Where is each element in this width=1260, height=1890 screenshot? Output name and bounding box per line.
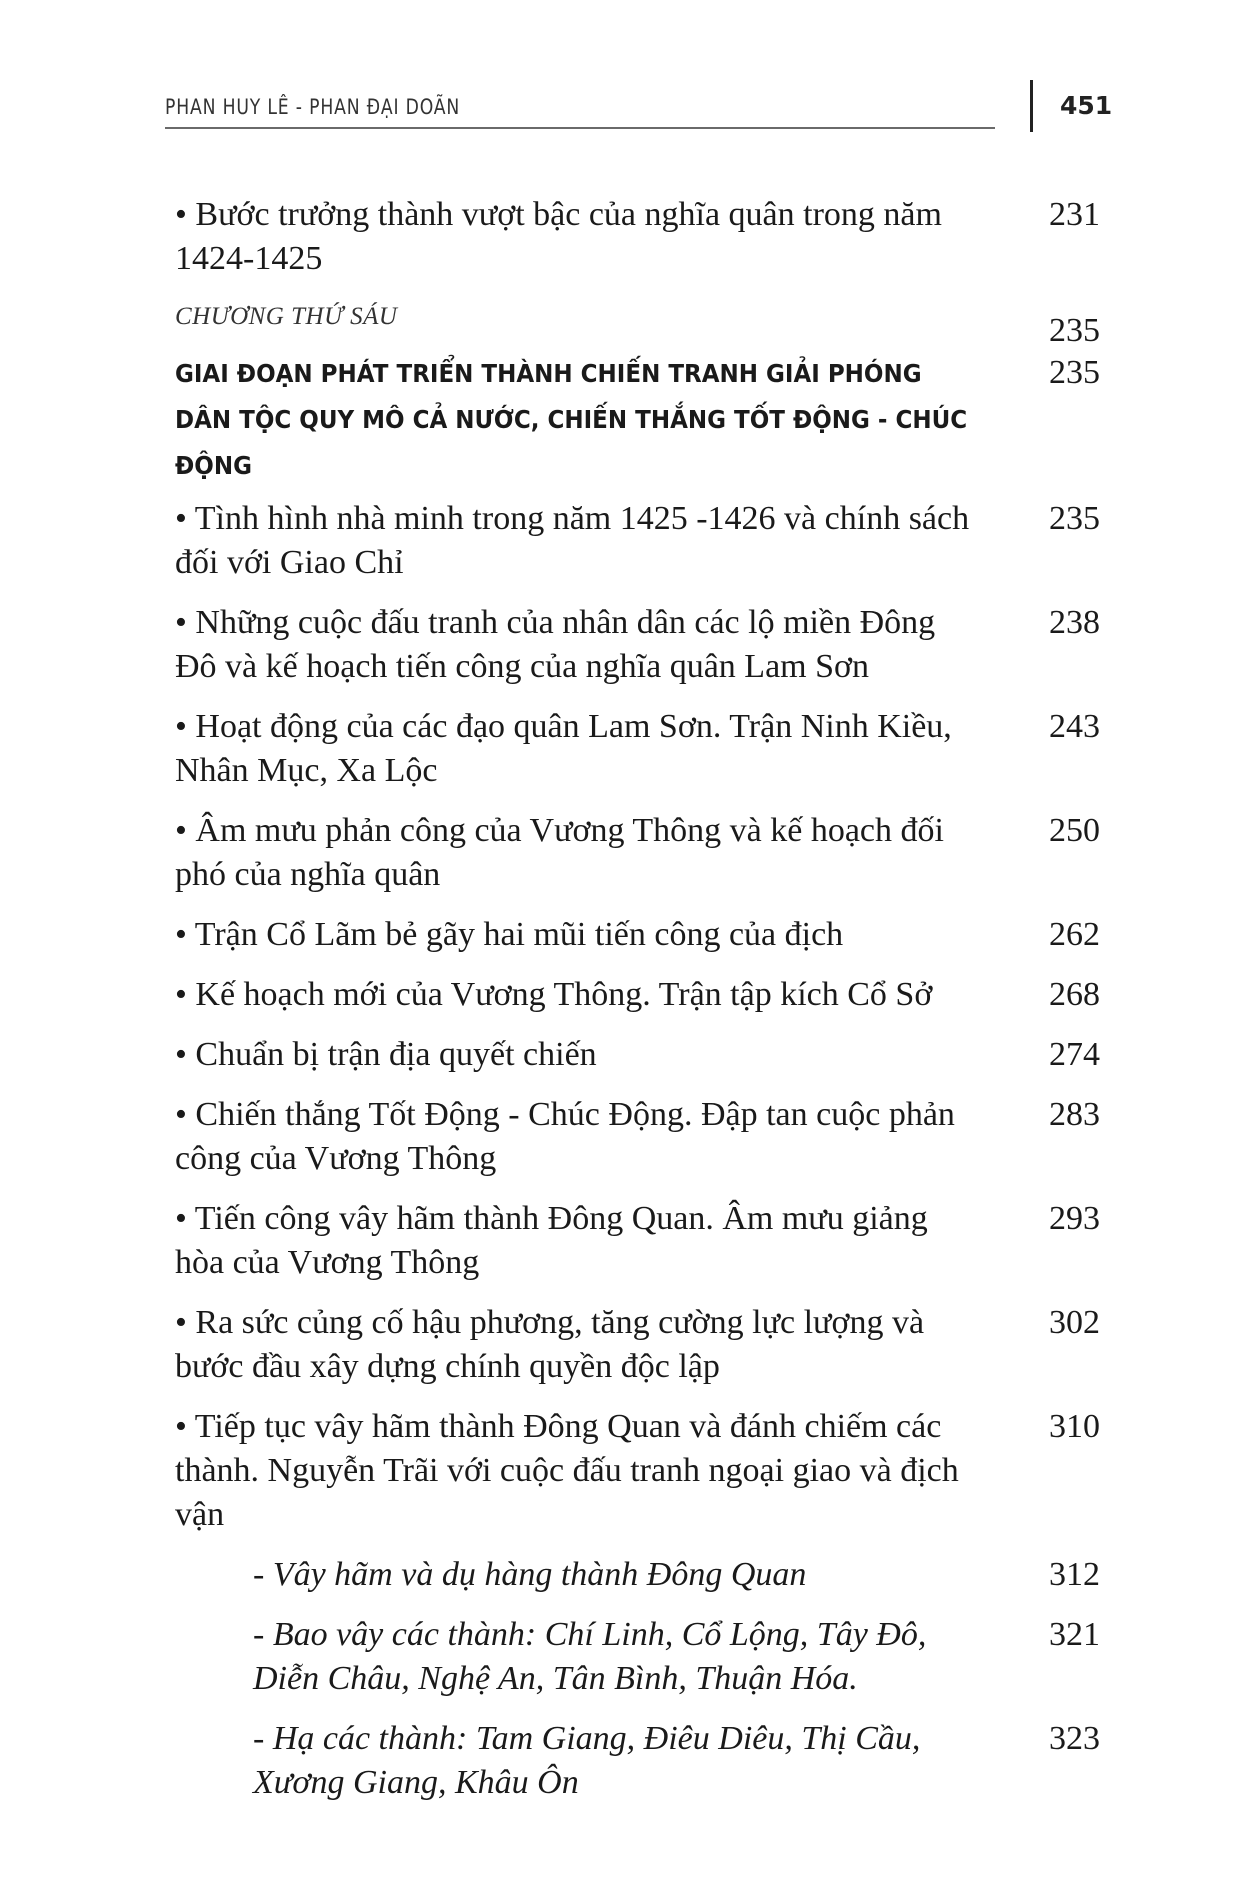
toc-entry: [175, 497, 1100, 585]
toc-entry-title: • Chuẩn bị trận địa quyết chiến: [175, 1036, 597, 1073]
toc-entry: [175, 1405, 1100, 1537]
toc-entry: [175, 705, 1100, 793]
toc-entry-page: 321: [1049, 1616, 1100, 1653]
running-header: [165, 95, 995, 135]
toc-entry: [175, 1033, 1100, 1077]
toc-entry-page: 235: [1049, 312, 1100, 349]
toc-entry-page: 302: [1049, 1304, 1100, 1341]
toc-entry-title: • Những cuộc đấu tranh của nhân dân các lộ miền Đông Đô và kế hoạch tiến công của nghĩa quân Lam Sơn: [175, 604, 936, 685]
toc-subentry-title: - Vây hãm và dụ hàng thành Đông Quan: [253, 1556, 807, 1593]
toc-entry-page: 268: [1049, 976, 1100, 1013]
toc-entry: [175, 809, 1100, 897]
toc-entry-page: 312: [1049, 1556, 1100, 1593]
toc-entry-page: 323: [1049, 1720, 1100, 1757]
toc-subentry: [175, 1717, 1100, 1805]
toc-entry: [175, 193, 1100, 281]
toc-subentry-title: - Bao vây các thành: Chí Linh, Cổ Lộng, Tây Đô, Diễn Châu, Nghệ An, Tân Bình, Thuận Hóa.: [253, 1616, 927, 1697]
toc-entry: [175, 601, 1100, 689]
toc-entry: [175, 973, 1100, 1017]
toc-entry: [175, 1197, 1100, 1285]
toc-entry-title: • Chiến thắng Tốt Động - Chúc Động. Đập tan cuộc phản công của Vương Thông: [175, 1096, 955, 1177]
header-vertical-rule: [1030, 80, 1033, 132]
toc-subentry: [175, 1613, 1100, 1701]
table-of-contents: [175, 193, 1100, 1821]
toc-entry-title: • Bước trưởng thành vượt bậc của nghĩa quân trong năm 1424-1425: [175, 196, 942, 277]
page-number: 451: [1060, 91, 1113, 120]
header-authors: PHAN HUY LÊ - PHAN ĐẠI DOÃN: [165, 95, 461, 119]
toc-entry: [175, 913, 1100, 957]
toc-entry-page: 243: [1049, 708, 1100, 745]
toc-entry-title: • Tiến công vây hãm thành Đông Quan. Âm mưu giảng hòa của Vương Thông: [175, 1200, 928, 1281]
toc-entry-page: 235: [1049, 354, 1100, 391]
toc-entry-page: 293: [1049, 1200, 1100, 1237]
toc-entry-page: 235: [1049, 500, 1100, 537]
toc-entry-title: • Trận Cổ Lãm bẻ gãy hai mũi tiến công của địch: [175, 916, 844, 953]
chapter-label: CHƯƠNG THỨ SÁU: [175, 303, 398, 330]
toc-entry-page: 250: [1049, 812, 1100, 849]
toc-entry-title: • Ra sức củng cố hậu phương, tăng cường lực lượng và bước đầu xây dựng chính quyền độc lập: [175, 1304, 925, 1385]
toc-entry-title: • Tình hình nhà minh trong năm 1425 -1426 và chính sách đối với Giao Chỉ: [175, 500, 970, 581]
toc-chapter-title-entry: [175, 351, 1100, 489]
toc-entry-page: 262: [1049, 916, 1100, 953]
toc-entry-title: • Kế hoạch mới của Vương Thông. Trận tập kích Cổ Sở: [175, 976, 933, 1013]
header-rule: [165, 127, 995, 129]
toc-entry-page: 310: [1049, 1408, 1100, 1445]
toc-entry-page: 231: [1049, 196, 1100, 233]
toc-subentry: [175, 1553, 1100, 1597]
toc-entry: [175, 1093, 1100, 1181]
toc-entry-title: • Tiếp tục vây hãm thành Đông Quan và đánh chiếm các thành. Nguyễn Trãi với cuộc đấu tranh ngoại giao và địch vận: [175, 1408, 959, 1533]
toc-subentry-title: - Hạ các thành: Tam Giang, Điêu Diêu, Thị Cầu, Xương Giang, Khâu Ôn: [253, 1720, 921, 1801]
toc-entry-page: 274: [1049, 1036, 1100, 1073]
toc-entry-title: • Hoạt động của các đạo quân Lam Sơn. Trận Ninh Kiều, Nhân Mục, Xa Lộc: [175, 708, 952, 789]
toc-entry: [175, 1301, 1100, 1389]
chapter-title: GIAI ĐOẠN PHÁT TRIỂN THÀNH CHIẾN TRANH GIẢI PHÓNG DÂN TỘC QUY MÔ CẢ NƯỚC, CHIẾN THẮNG TỐT ĐỘNG - CHÚC ĐỘNG: [175, 359, 968, 480]
toc-entry-page: 238: [1049, 604, 1100, 641]
toc-entry-title: • Âm mưu phản công của Vương Thông và kế hoạch đối phó của nghĩa quân: [175, 812, 944, 893]
toc-chapter-label-entry: [175, 297, 1100, 349]
toc-entry-page: 283: [1049, 1096, 1100, 1133]
